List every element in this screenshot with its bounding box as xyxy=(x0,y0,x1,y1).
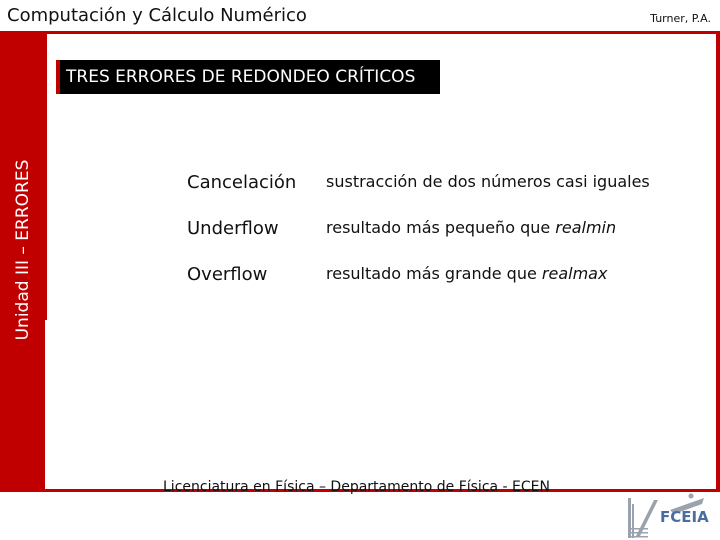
definition-emphasis: realmin xyxy=(555,218,617,237)
course-title: Computación y Cálculo Numérico xyxy=(7,5,307,26)
error-definition-underflow xyxy=(326,218,616,237)
side-band-notch xyxy=(44,34,47,320)
error-term-cancelacion: Cancelación xyxy=(187,172,297,193)
unit-label: Unidad III – ERRORES xyxy=(13,159,33,341)
author-name: Turner, P.A. xyxy=(650,12,711,25)
definition-text: resultado más pequeño que xyxy=(326,218,556,237)
section-title: TRES ERRORES DE REDONDEO CRÍTICOS xyxy=(66,67,416,87)
error-definition-cancelacion xyxy=(326,172,650,191)
section-title-box xyxy=(56,60,440,94)
header-divider-line xyxy=(0,31,720,34)
definition-text: resultado más grande que xyxy=(326,264,542,283)
error-definition-overflow xyxy=(326,264,607,283)
fceia-logo xyxy=(624,492,714,538)
error-term-underflow: Underflow xyxy=(187,218,279,239)
footer-text: Licenciatura en Física – Departamento de Física - ECEN xyxy=(163,479,550,495)
right-border-line xyxy=(716,34,720,490)
definition-text: sustracción de dos números casi iguales xyxy=(326,172,650,191)
logo-text: FCEIA xyxy=(660,508,709,526)
error-term-overflow: Overflow xyxy=(187,264,268,285)
definition-emphasis: realmax xyxy=(541,264,608,283)
